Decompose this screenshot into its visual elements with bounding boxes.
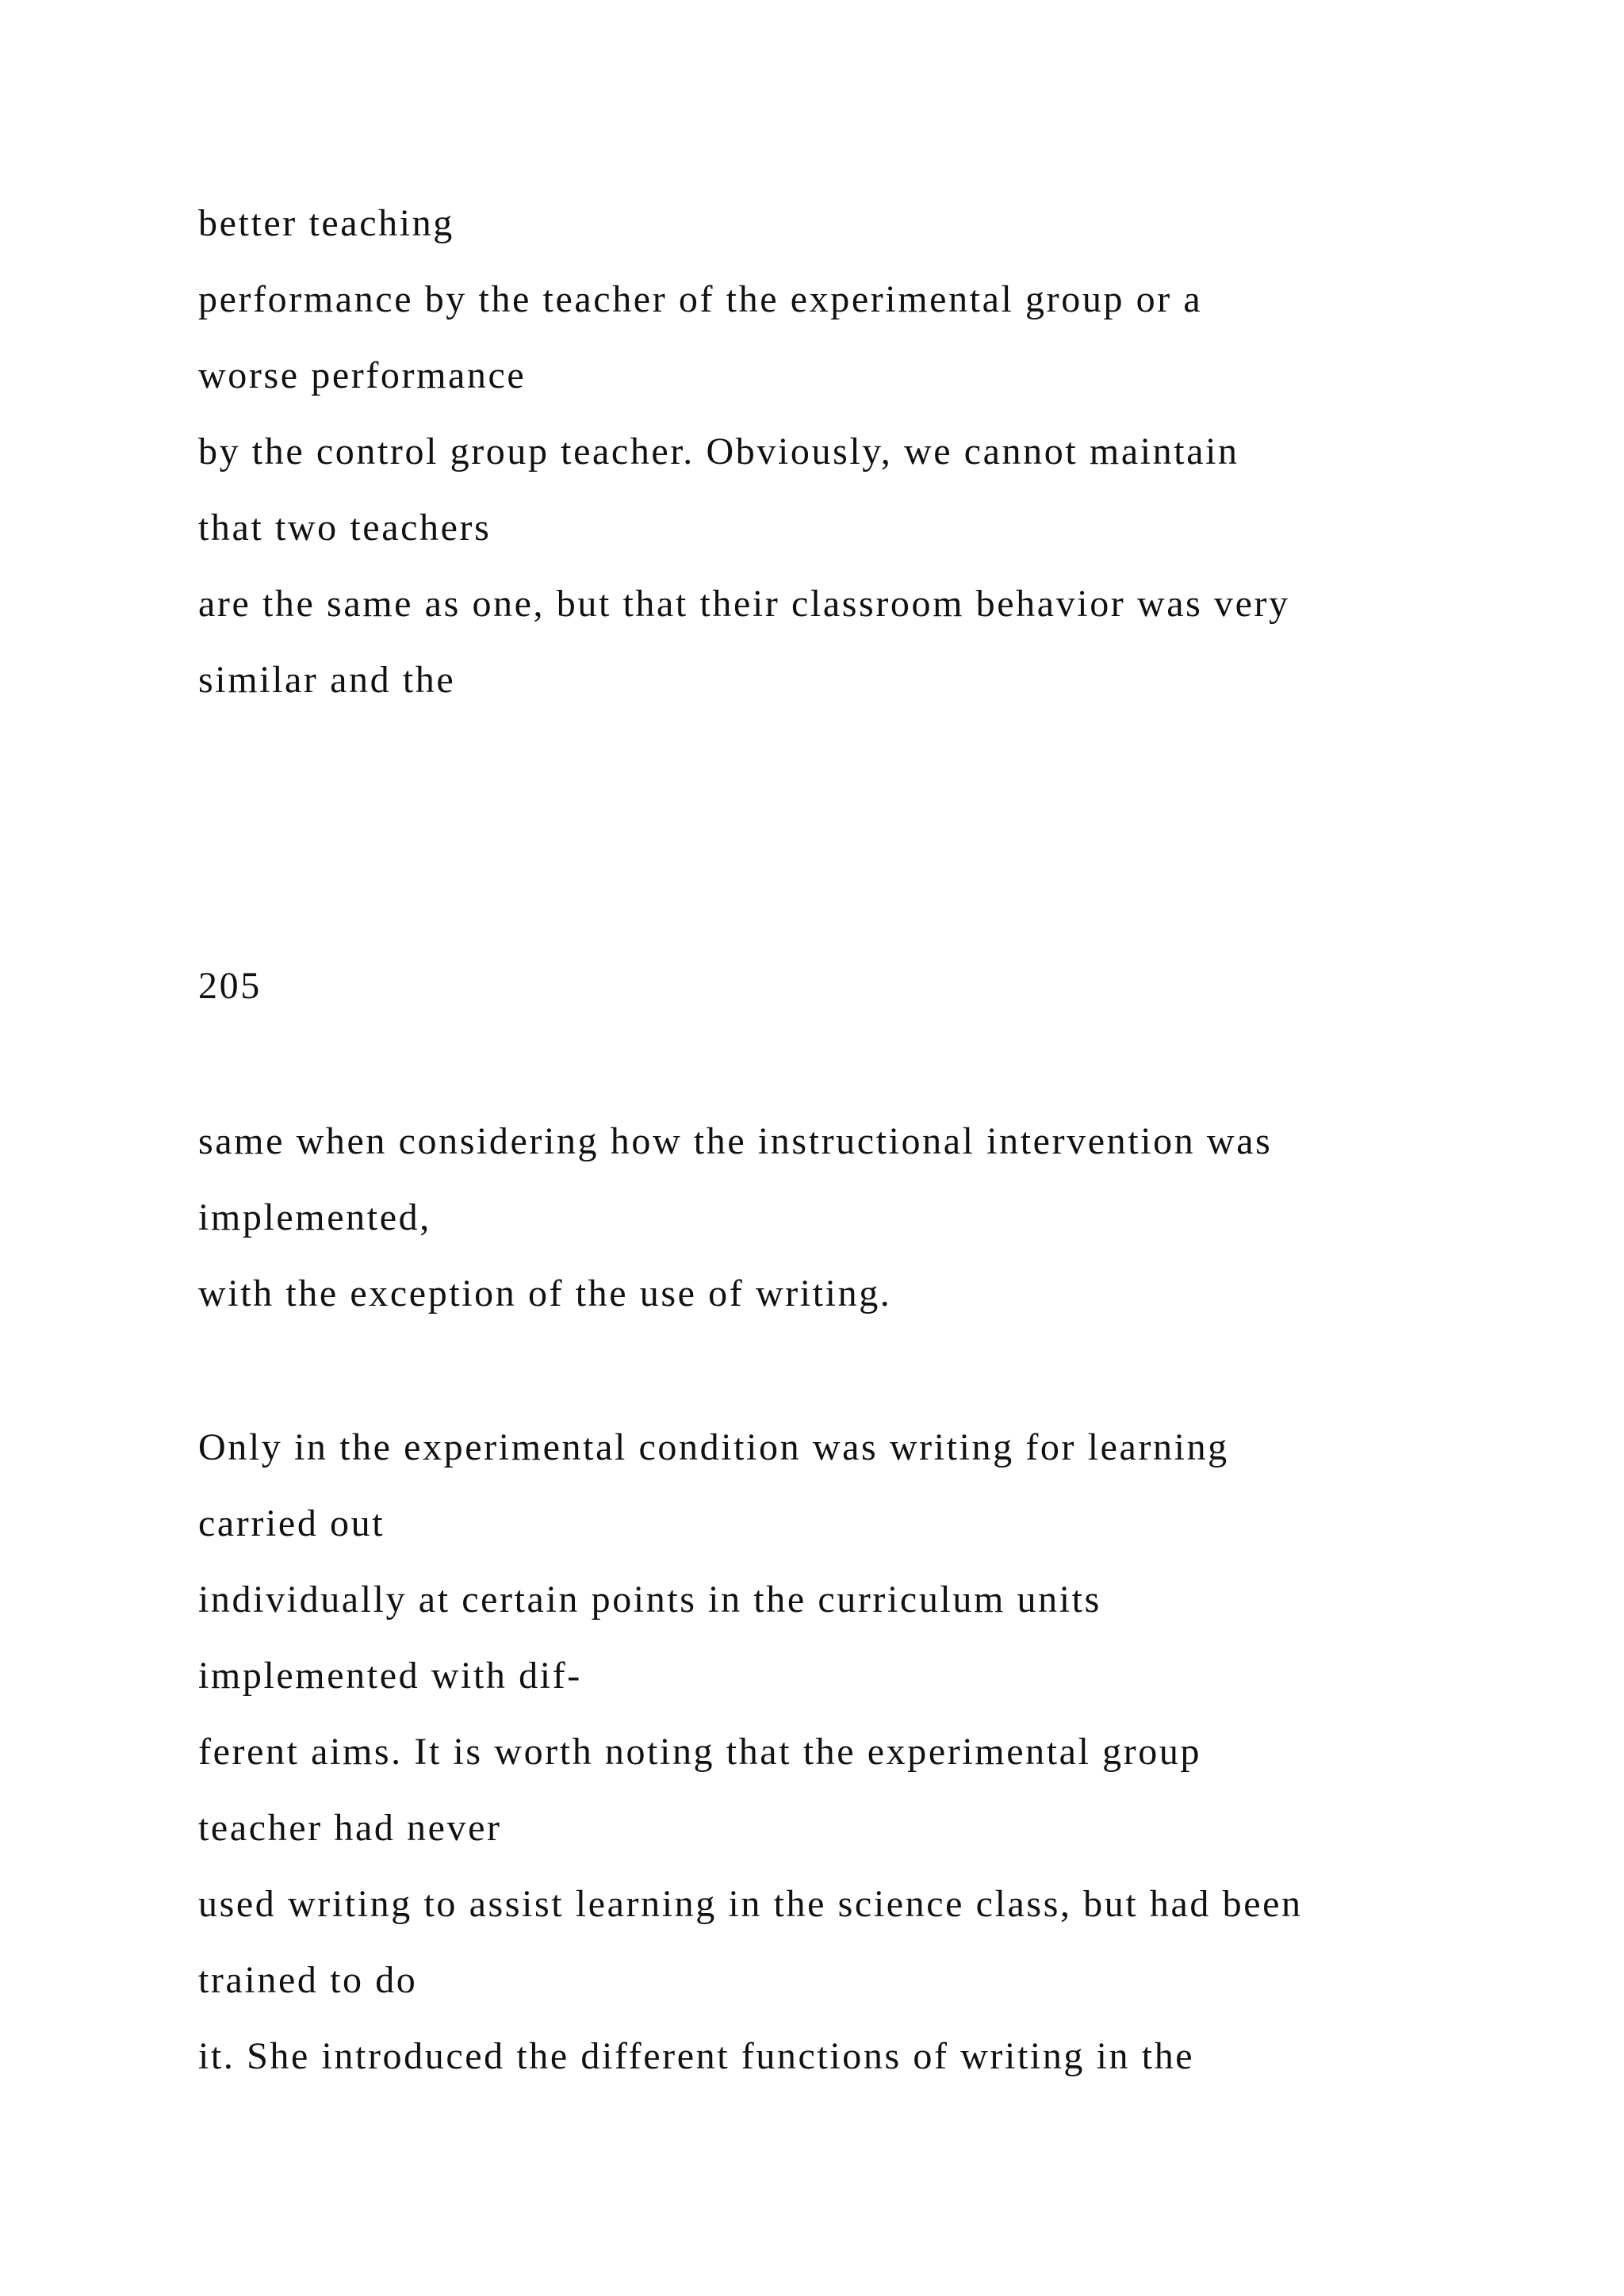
text-line: implemented, <box>198 1196 431 1238</box>
text-line: teacher had never <box>198 1807 502 1849</box>
text-line: similar and the <box>198 659 456 701</box>
text-line: individually at certain points in the curriculum units <box>198 1578 1101 1621</box>
text-line: it. She introduced the different functions of writing in the <box>198 2035 1195 2077</box>
text-line: by the control group teacher. Obviously, we cannot maintain <box>198 430 1239 473</box>
text-line: Only in the experimental condition was writing for learning <box>198 1426 1229 1468</box>
text-line: with the exception of the use of writing. <box>198 1272 892 1314</box>
text-line: that two teachers <box>198 507 492 549</box>
text-line: ferent aims. It is worth noting that the experimental group <box>198 1731 1202 1773</box>
text-line: implemented with dif- <box>198 1655 582 1697</box>
text-line: better teaching <box>198 202 454 244</box>
page-number: 205 <box>198 965 262 1007</box>
text-line: same when considering how the instructional intervention was <box>198 1120 1273 1162</box>
text-line: worse performance <box>198 354 527 396</box>
text-line: carried out <box>198 1502 385 1544</box>
text-line: trained to do <box>198 1959 418 2001</box>
text-line: performance by the teacher of the experimental group or a <box>198 278 1203 320</box>
text-line: are the same as one, but that their classroom behavior was very <box>198 583 1290 625</box>
text-line: used writing to assist learning in the science class, but had been <box>198 1883 1303 1925</box>
